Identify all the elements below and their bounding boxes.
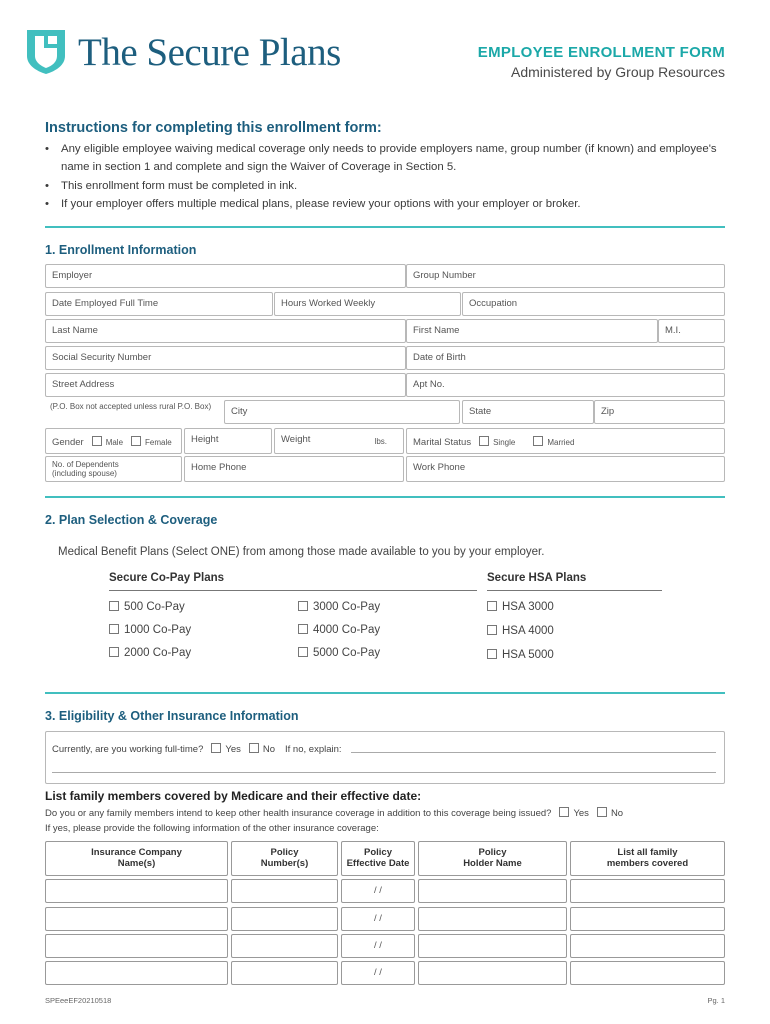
plan-checkbox[interactable] xyxy=(109,601,119,611)
ssn-label: Social Security Number xyxy=(52,352,152,363)
dependents-note: (including spouse) xyxy=(52,469,117,478)
table-cell[interactable]: / / xyxy=(341,961,415,985)
working-fulltime-box xyxy=(45,731,725,784)
street-address-field[interactable] xyxy=(45,373,406,397)
working-no-checkbox[interactable] xyxy=(249,743,259,753)
group-number-field[interactable] xyxy=(406,264,725,288)
city-field[interactable] xyxy=(224,400,460,424)
dob-label: Date of Birth xyxy=(413,352,466,363)
working-question-label: Currently, are you working full-time? xyxy=(52,744,204,755)
plan-option-hsa-5000[interactable] xyxy=(487,649,554,661)
other-coverage-question xyxy=(45,807,623,819)
table-cell[interactable]: / / xyxy=(341,879,415,903)
section-3-title: 3. Eligibility & Other Insurance Information xyxy=(45,709,299,723)
state-label: State xyxy=(469,406,492,417)
work-phone-field[interactable] xyxy=(406,456,725,482)
section-2-title: 2. Plan Selection & Coverage xyxy=(45,513,218,527)
plan-option-4000-copay[interactable] xyxy=(298,624,380,636)
last-name-field[interactable] xyxy=(45,319,406,343)
other-coverage-note: If yes, please provide the following information of the other insurance coverage: xyxy=(45,823,379,834)
weight-field[interactable] xyxy=(274,428,404,454)
instruction-item: • If your employer offers multiple medical plans, please review your options with your employer or broker. xyxy=(45,195,735,213)
medicare-heading: List family members covered by Medicare and their effective date: xyxy=(45,789,422,803)
female-checkbox[interactable] xyxy=(131,436,141,446)
gender-label: Gender xyxy=(52,437,84,448)
table-cell[interactable] xyxy=(231,879,338,903)
single-label: Single xyxy=(493,438,516,447)
table-cell[interactable] xyxy=(570,961,725,985)
table-cell[interactable]: / / xyxy=(341,907,415,931)
hsa-heading-line xyxy=(487,590,662,591)
zip-label: Zip xyxy=(601,406,615,417)
occupation-field[interactable] xyxy=(462,292,725,316)
form-title: EMPLOYEE ENROLLMENT FORM xyxy=(477,44,725,61)
work-phone-label: Work Phone xyxy=(413,462,466,473)
state-field[interactable] xyxy=(462,400,594,424)
dob-field[interactable] xyxy=(406,346,725,370)
height-label: Height xyxy=(191,434,219,445)
plan-checkbox[interactable] xyxy=(298,601,308,611)
brand-name: The Secure Plans xyxy=(78,31,341,74)
copay-heading: Secure Co-Pay Plans xyxy=(109,572,225,584)
plan-option-label: HSA 3000 xyxy=(502,601,554,613)
first-name-field[interactable] xyxy=(406,319,658,343)
table-cell[interactable] xyxy=(45,934,228,958)
plan-option-label: 1000 Co-Pay xyxy=(124,624,192,636)
male-checkbox[interactable] xyxy=(92,436,102,446)
instructions-list xyxy=(45,140,735,214)
apt-field[interactable] xyxy=(406,373,725,397)
if-no-label: If no, explain: xyxy=(285,744,342,755)
occupation-label: Occupation xyxy=(469,298,518,309)
table-cell[interactable] xyxy=(418,961,567,985)
plan-option-label: HSA 4000 xyxy=(502,625,554,637)
dependents-label: No. of Dependents xyxy=(52,460,119,469)
working-question xyxy=(52,743,342,755)
single-checkbox[interactable] xyxy=(479,436,489,446)
table-header-family-members: List all family members covered xyxy=(570,841,725,876)
form-subtitle: Administered by Group Resources xyxy=(511,64,725,80)
female-label: Female xyxy=(145,438,172,447)
table-cell[interactable] xyxy=(45,907,228,931)
table-header-company: Insurance Company Name(s) xyxy=(45,841,228,876)
divider xyxy=(45,496,725,498)
table-cell[interactable] xyxy=(570,907,725,931)
dependents-field[interactable] xyxy=(45,456,182,482)
table-cell[interactable] xyxy=(570,879,725,903)
plan-option-label: 4000 Co-Pay xyxy=(313,624,381,636)
date-employed-field[interactable] xyxy=(45,292,273,316)
plan-option-5000-copay[interactable] xyxy=(298,647,380,659)
plan-checkbox[interactable] xyxy=(109,624,119,634)
instructions-title: Instructions for completing this enrollment form: xyxy=(45,120,382,136)
plan-option-hsa-4000[interactable] xyxy=(487,625,554,637)
hours-worked-label: Hours Worked Weekly xyxy=(281,298,376,309)
form-code: SPEeeEF20210518 xyxy=(45,996,112,1005)
group-number-label: Group Number xyxy=(413,270,476,281)
table-cell[interactable] xyxy=(45,961,228,985)
shield-logo-icon xyxy=(27,30,65,74)
table-cell[interactable] xyxy=(418,879,567,903)
page-number: Pg. 1 xyxy=(707,996,725,1005)
plan-option-label: HSA 5000 xyxy=(502,649,554,661)
table-header-policy-number: Policy Number(s) xyxy=(231,841,338,876)
other-coverage-no-checkbox[interactable] xyxy=(597,807,607,817)
hsa-heading: Secure HSA Plans xyxy=(487,572,587,584)
other-coverage-yes-label: Yes xyxy=(573,808,589,819)
plan-checkbox[interactable] xyxy=(487,649,497,659)
plan-option-3000-copay[interactable] xyxy=(298,601,380,613)
po-box-note: (P.O. Box not accepted unless rural P.O. Box) xyxy=(50,402,212,411)
table-cell[interactable] xyxy=(418,907,567,931)
other-coverage-no-label: No xyxy=(610,808,624,819)
working-yes-label: Yes xyxy=(225,744,241,755)
table-cell[interactable] xyxy=(570,934,725,958)
copay-heading-line xyxy=(109,590,477,591)
plan-intro: Medical Benefit Plans (Select ONE) from among those made available to you by your employer. xyxy=(58,546,545,558)
explain-line[interactable] xyxy=(351,752,716,753)
table-cell[interactable] xyxy=(45,879,228,903)
street-address-label: Street Address xyxy=(52,379,115,390)
plan-checkbox[interactable] xyxy=(109,647,119,657)
plan-option-2000-copay[interactable] xyxy=(109,647,191,659)
date-employed-label: Date Employed Full Time xyxy=(52,298,159,309)
home-phone-label: Home Phone xyxy=(191,462,247,473)
working-yes-checkbox[interactable] xyxy=(211,743,221,753)
home-phone-field[interactable] xyxy=(184,456,404,482)
gender-field xyxy=(45,428,182,454)
instruction-item: • Any eligible employee waiving medical coverage only needs to provide employers name, group number (if known) and employee's name in section 1 and complete and sign the Waiver of Coverage in Section 5. xyxy=(45,140,735,177)
divider xyxy=(45,226,725,228)
instruction-item: • This enrollment form must be completed in ink. xyxy=(45,177,735,195)
married-checkbox[interactable] xyxy=(533,436,543,446)
male-label: Male xyxy=(105,438,124,447)
section-1-title: 1. Enrollment Information xyxy=(45,243,197,257)
plan-option-label: 5000 Co-Pay xyxy=(313,647,381,659)
plan-option-1000-copay[interactable] xyxy=(109,624,191,636)
other-coverage-yes-checkbox[interactable] xyxy=(559,807,569,817)
table-header-effective-date: Policy Effective Date xyxy=(341,841,415,876)
plan-checkbox[interactable] xyxy=(487,601,497,611)
marital-status-label: Marital Status xyxy=(413,437,472,448)
lbs-label: lbs. xyxy=(374,437,387,446)
plan-option-hsa-3000[interactable] xyxy=(487,601,554,613)
table-cell[interactable]: / / xyxy=(341,934,415,958)
plan-checkbox[interactable] xyxy=(298,624,308,634)
employer-label: Employer xyxy=(52,270,93,281)
last-name-label: Last Name xyxy=(52,325,98,336)
zip-field[interactable] xyxy=(594,400,725,424)
mi-field[interactable] xyxy=(658,319,725,343)
divider xyxy=(45,692,725,694)
explain-line-2[interactable] xyxy=(52,772,716,773)
employer-field[interactable] xyxy=(45,264,406,288)
ssn-field[interactable] xyxy=(45,346,406,370)
working-no-label: No xyxy=(262,744,276,755)
plan-checkbox[interactable] xyxy=(487,625,497,635)
plan-option-500-copay[interactable] xyxy=(109,601,185,613)
plan-option-label: 500 Co-Pay xyxy=(124,601,185,613)
plan-checkbox[interactable] xyxy=(298,647,308,657)
table-cell[interactable] xyxy=(231,907,338,931)
apt-label: Apt No. xyxy=(413,379,445,390)
first-name-label: First Name xyxy=(413,325,460,336)
table-cell[interactable] xyxy=(418,934,567,958)
hours-worked-field[interactable] xyxy=(274,292,461,316)
weight-label: Weight xyxy=(281,434,311,445)
table-cell[interactable] xyxy=(231,961,338,985)
table-cell[interactable] xyxy=(231,934,338,958)
other-coverage-label: Do you or any family members intend to keep other health insurance coverage in addition to this coverage being issued? xyxy=(45,808,552,819)
table-header-holder-name: Policy Holder Name xyxy=(418,841,567,876)
mi-label: M.I. xyxy=(665,325,681,336)
height-field[interactable] xyxy=(184,428,272,454)
plan-option-label: 3000 Co-Pay xyxy=(313,601,381,613)
marital-status-field xyxy=(406,428,725,454)
married-label: Married xyxy=(547,438,575,447)
plan-option-label: 2000 Co-Pay xyxy=(124,647,192,659)
city-label: City xyxy=(231,406,248,417)
